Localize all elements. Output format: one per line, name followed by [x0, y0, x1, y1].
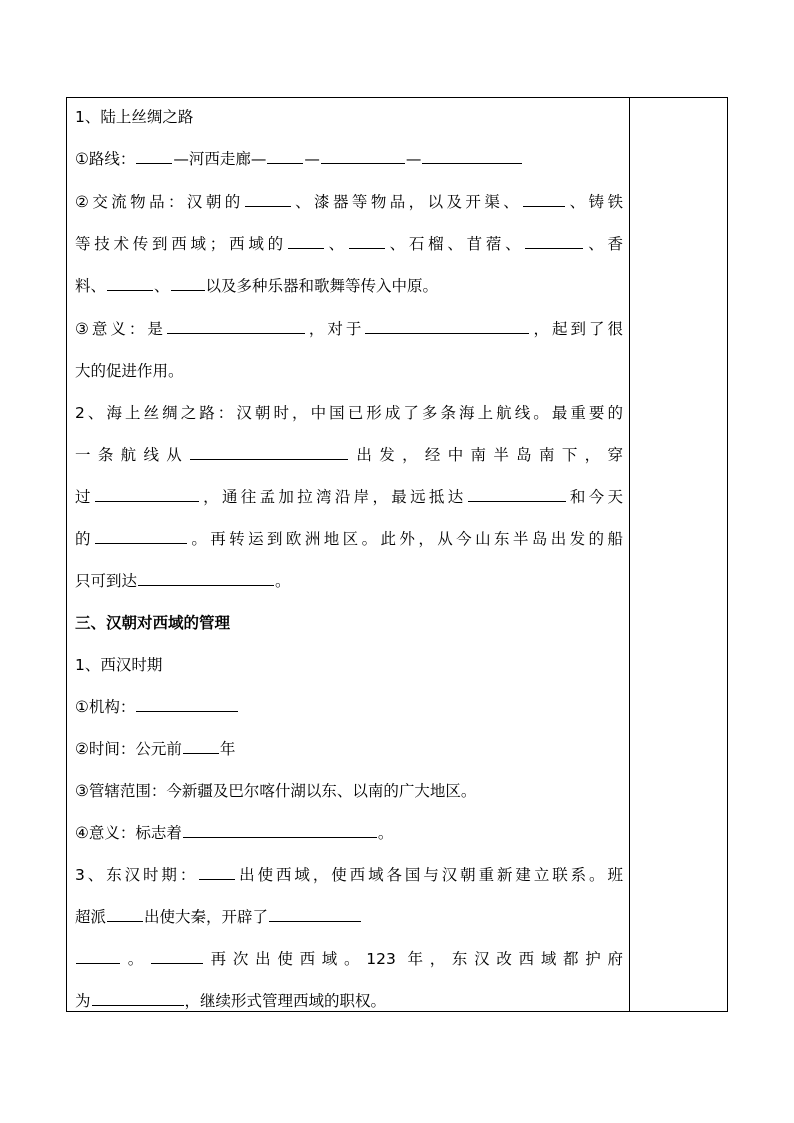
exchange-goods-line-3: 料、 、 以及多种乐器和歌舞等传入中原。 — [75, 273, 623, 299]
western-han-heading: 1、西汉时期 — [75, 656, 163, 674]
blank[interactable] — [365, 316, 529, 334]
route-line: ①路线： —河西走廊— — — — [75, 146, 623, 172]
exchange-goods-line-2: 等技术传到西域；西域的 、 、石榴、苜蓿、 、香 — [75, 231, 623, 257]
eastern-han-line-1: 3、东汉时期： 出使西域，使西域各国与汉朝重新建立联系。班 — [75, 862, 623, 888]
content-cell — [67, 98, 629, 1011]
blank[interactable] — [288, 231, 324, 249]
time-line: ②时间：公元前 年 — [75, 736, 623, 762]
jurisdiction-line: ③管辖范围：今新疆及巴尔喀什湖以东、以南的广大地区。 — [75, 782, 477, 800]
blank[interactable] — [138, 568, 274, 586]
blank[interactable] — [95, 484, 199, 502]
blank[interactable] — [136, 694, 238, 712]
blank[interactable] — [321, 146, 405, 164]
significance-line-1: ③意义：是 ，对于 ，起到了很 — [75, 316, 623, 342]
blank[interactable] — [95, 526, 187, 544]
meaning-line: ④意义：标志着 。 — [75, 820, 623, 846]
exchange-goods-line-1: ②交流物品：汉朝的 、漆器等物品，以及开渠、 、铸铁 — [75, 189, 623, 215]
eastern-han-line-4: 为 ，继续形式管理西域的职权。 — [75, 988, 623, 1014]
sea-silk-road-line-2: 一条航线从 出发，经中南半岛南下，穿 — [75, 442, 623, 468]
blank[interactable] — [151, 946, 203, 964]
sea-silk-road-line-5: 只可到达 。 — [75, 568, 623, 594]
sea-silk-road-line-4: 的 。再转运到欧洲地区。此外，从今山东半岛出发的船 — [75, 526, 623, 552]
blank[interactable] — [468, 484, 566, 502]
blank[interactable] — [107, 273, 153, 291]
heading-land-silk-road: 1、陆上丝绸之路 — [75, 108, 194, 126]
blank[interactable] — [199, 862, 235, 880]
eastern-han-line-3: 。 再次出使西域。123 年，东汉改西域都护府 — [75, 946, 623, 972]
blank[interactable] — [167, 316, 305, 334]
blank[interactable] — [171, 273, 205, 291]
blank[interactable] — [190, 442, 348, 460]
blank[interactable] — [269, 904, 361, 922]
sea-silk-road-line-3: 过 ，通往孟加拉湾沿岸，最远抵达 和今天 — [75, 484, 623, 510]
eastern-han-line-2: 超派 出使大秦，开辟了 — [75, 904, 623, 930]
institution-line: ①机构： — [75, 694, 623, 720]
blank[interactable] — [349, 231, 385, 249]
section-heading-western-regions: 三、汉朝对西域的管理 — [75, 614, 231, 632]
blank[interactable] — [92, 988, 184, 1006]
blank[interactable] — [183, 736, 219, 754]
worksheet-table — [66, 97, 728, 1012]
blank[interactable] — [525, 231, 583, 249]
notes-cell — [630, 98, 727, 1011]
blank[interactable] — [107, 904, 143, 922]
blank[interactable] — [245, 189, 291, 207]
blank[interactable] — [523, 189, 565, 207]
blank[interactable] — [183, 820, 377, 838]
blank[interactable] — [422, 146, 522, 164]
sea-silk-road-line-1: 2、海上丝绸之路：汉朝时，中国已形成了多条海上航线。最重要的 — [75, 404, 623, 422]
significance-line-2: 大的促进作用。 — [75, 362, 184, 380]
blank[interactable] — [136, 146, 172, 164]
blank[interactable] — [76, 946, 120, 964]
blank[interactable] — [267, 146, 303, 164]
